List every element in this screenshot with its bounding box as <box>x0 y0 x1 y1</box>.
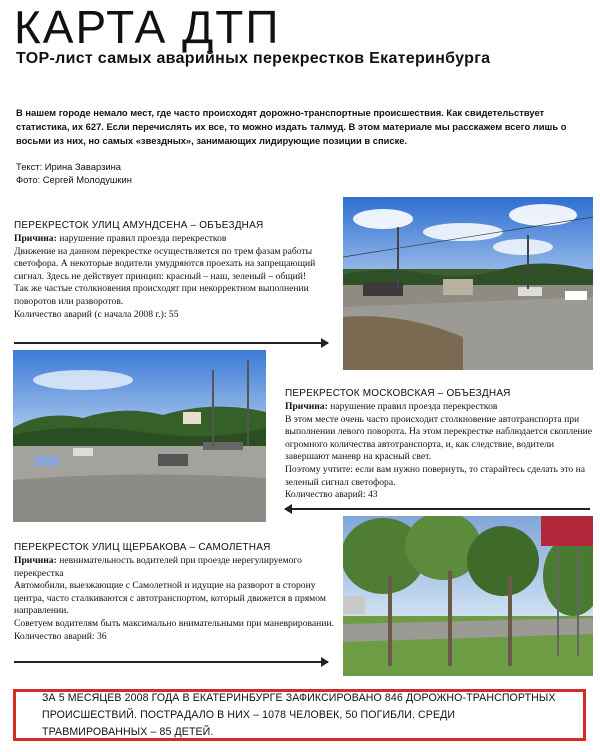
page-title: КАРТА ДТП <box>14 1 281 53</box>
section-heading: ПЕРЕКРЕСТОК УЛИЦ ЩЕРБАКОВА – САМОЛЕТНАЯ <box>14 542 271 553</box>
cause-text: нарушение правил проезда перекрестков <box>327 401 498 412</box>
section-paragraph: Поэтому учтите: если вам нужно повернуть, то старайтесь сделать это на зеленый сигнал светофора. <box>285 463 586 488</box>
credit-photo: Фото: Сергей Молодушкин <box>16 174 132 185</box>
section-paragraph: Движение на данном перекрестке осуществляется по трем фазам работы светофора. А некоторые водители умудряются проехать на запрещающий сигнал. Здесь не действует принцип: красный – наш, зеленый – общий! <box>14 245 316 282</box>
credits <box>16 160 132 186</box>
section-body <box>14 555 334 643</box>
cause-label: Причина: <box>285 401 328 412</box>
section-moskovskaya <box>285 388 595 502</box>
credit-text: Текст: Ирина Заварзина <box>16 161 121 172</box>
cause-text: невнимательность водителей при проезде нерегулируемого перекрестка <box>14 555 302 579</box>
accident-count: Количество аварий: 43 <box>285 489 378 501</box>
intro-paragraph: В нашем городе немало мест, где часто происходят дорожно-транспортные происшествия. Как свидетельствует статистика, их 627. Если перечислять их все, то можно издать талмуд. В этом материале мы расскажем всего лишь о восьми из них, но самых «звездных», занимающих лидирующие позиции в списке. <box>16 107 567 146</box>
cause-text: нарушение правил проезда перекрестков <box>56 233 227 244</box>
section-body <box>285 401 595 502</box>
section-paragraph: В этом месте очень часто происходит столкновение автотранспорта при выполнении левого поворота. На этом перекрестке наблюдается скопление огромного количества автотранспорта, и, как следствие, водители завершают маневр на красный свет. <box>285 413 592 463</box>
section-paragraph: Советуем водителям быть максимально внимательными при маневрировании. <box>14 617 334 629</box>
arrow-sec3 <box>14 661 328 663</box>
section-heading: ПЕРЕКРЕСТОК МОСКОВСКАЯ – ОБЪЕЗДНАЯ <box>285 388 511 399</box>
section-paragraph: Автомобили, выезжающие с Самолетной и идущие на разворот в сторону центра, часто сталкиваются с автотранспортом, который движется в прямом направлении. <box>14 580 326 617</box>
accident-count: Количество аварий (с начала 2008 г.): 55 <box>14 308 179 320</box>
cause-label: Причина: <box>14 555 57 566</box>
accident-count: Количество аварий: 36 <box>14 630 107 642</box>
page-subtitle: TOP-лист самых аварийных перекрестков Екатеринбурга <box>16 50 491 67</box>
photo-moskovskaya-intersection <box>13 350 266 522</box>
cause-label: Причина: <box>14 233 57 244</box>
section-body <box>14 233 334 321</box>
arrow-sec1 <box>14 342 328 344</box>
section-shcherbakova <box>14 542 334 643</box>
photo-shcherbakova-intersection <box>343 516 593 676</box>
stats-callout-box <box>13 689 586 741</box>
section-heading: ПЕРЕКРЕСТОК УЛИЦ АМУНДСЕНА – ОБЪЕЗДНАЯ <box>14 220 264 231</box>
section-paragraph: Так же частые столкновения происходят при некорректном выполнении поворотов или разворотов. <box>14 283 309 307</box>
section-amundsen <box>14 220 334 321</box>
photo-amundsen-intersection <box>343 197 593 370</box>
arrow-sec2 <box>285 508 590 510</box>
stats-text: ЗА 5 МЕСЯЦЕВ 2008 ГОДА В ЕКАТЕРИНБУРГЕ ЗАФИКСИРОВАНО 846 ДОРОЖНО-ТРАНСПОРТНЫХ ПРОИСШЕСТВИЙ. ПОСТРАДАЛО В НИХ – 1078 ЧЕЛОВЕК, 50 ПОГИБЛИ. СРЕДИ ТРАВМИРОВАННЫХ – 85 ДЕТЕЙ. <box>42 691 556 738</box>
